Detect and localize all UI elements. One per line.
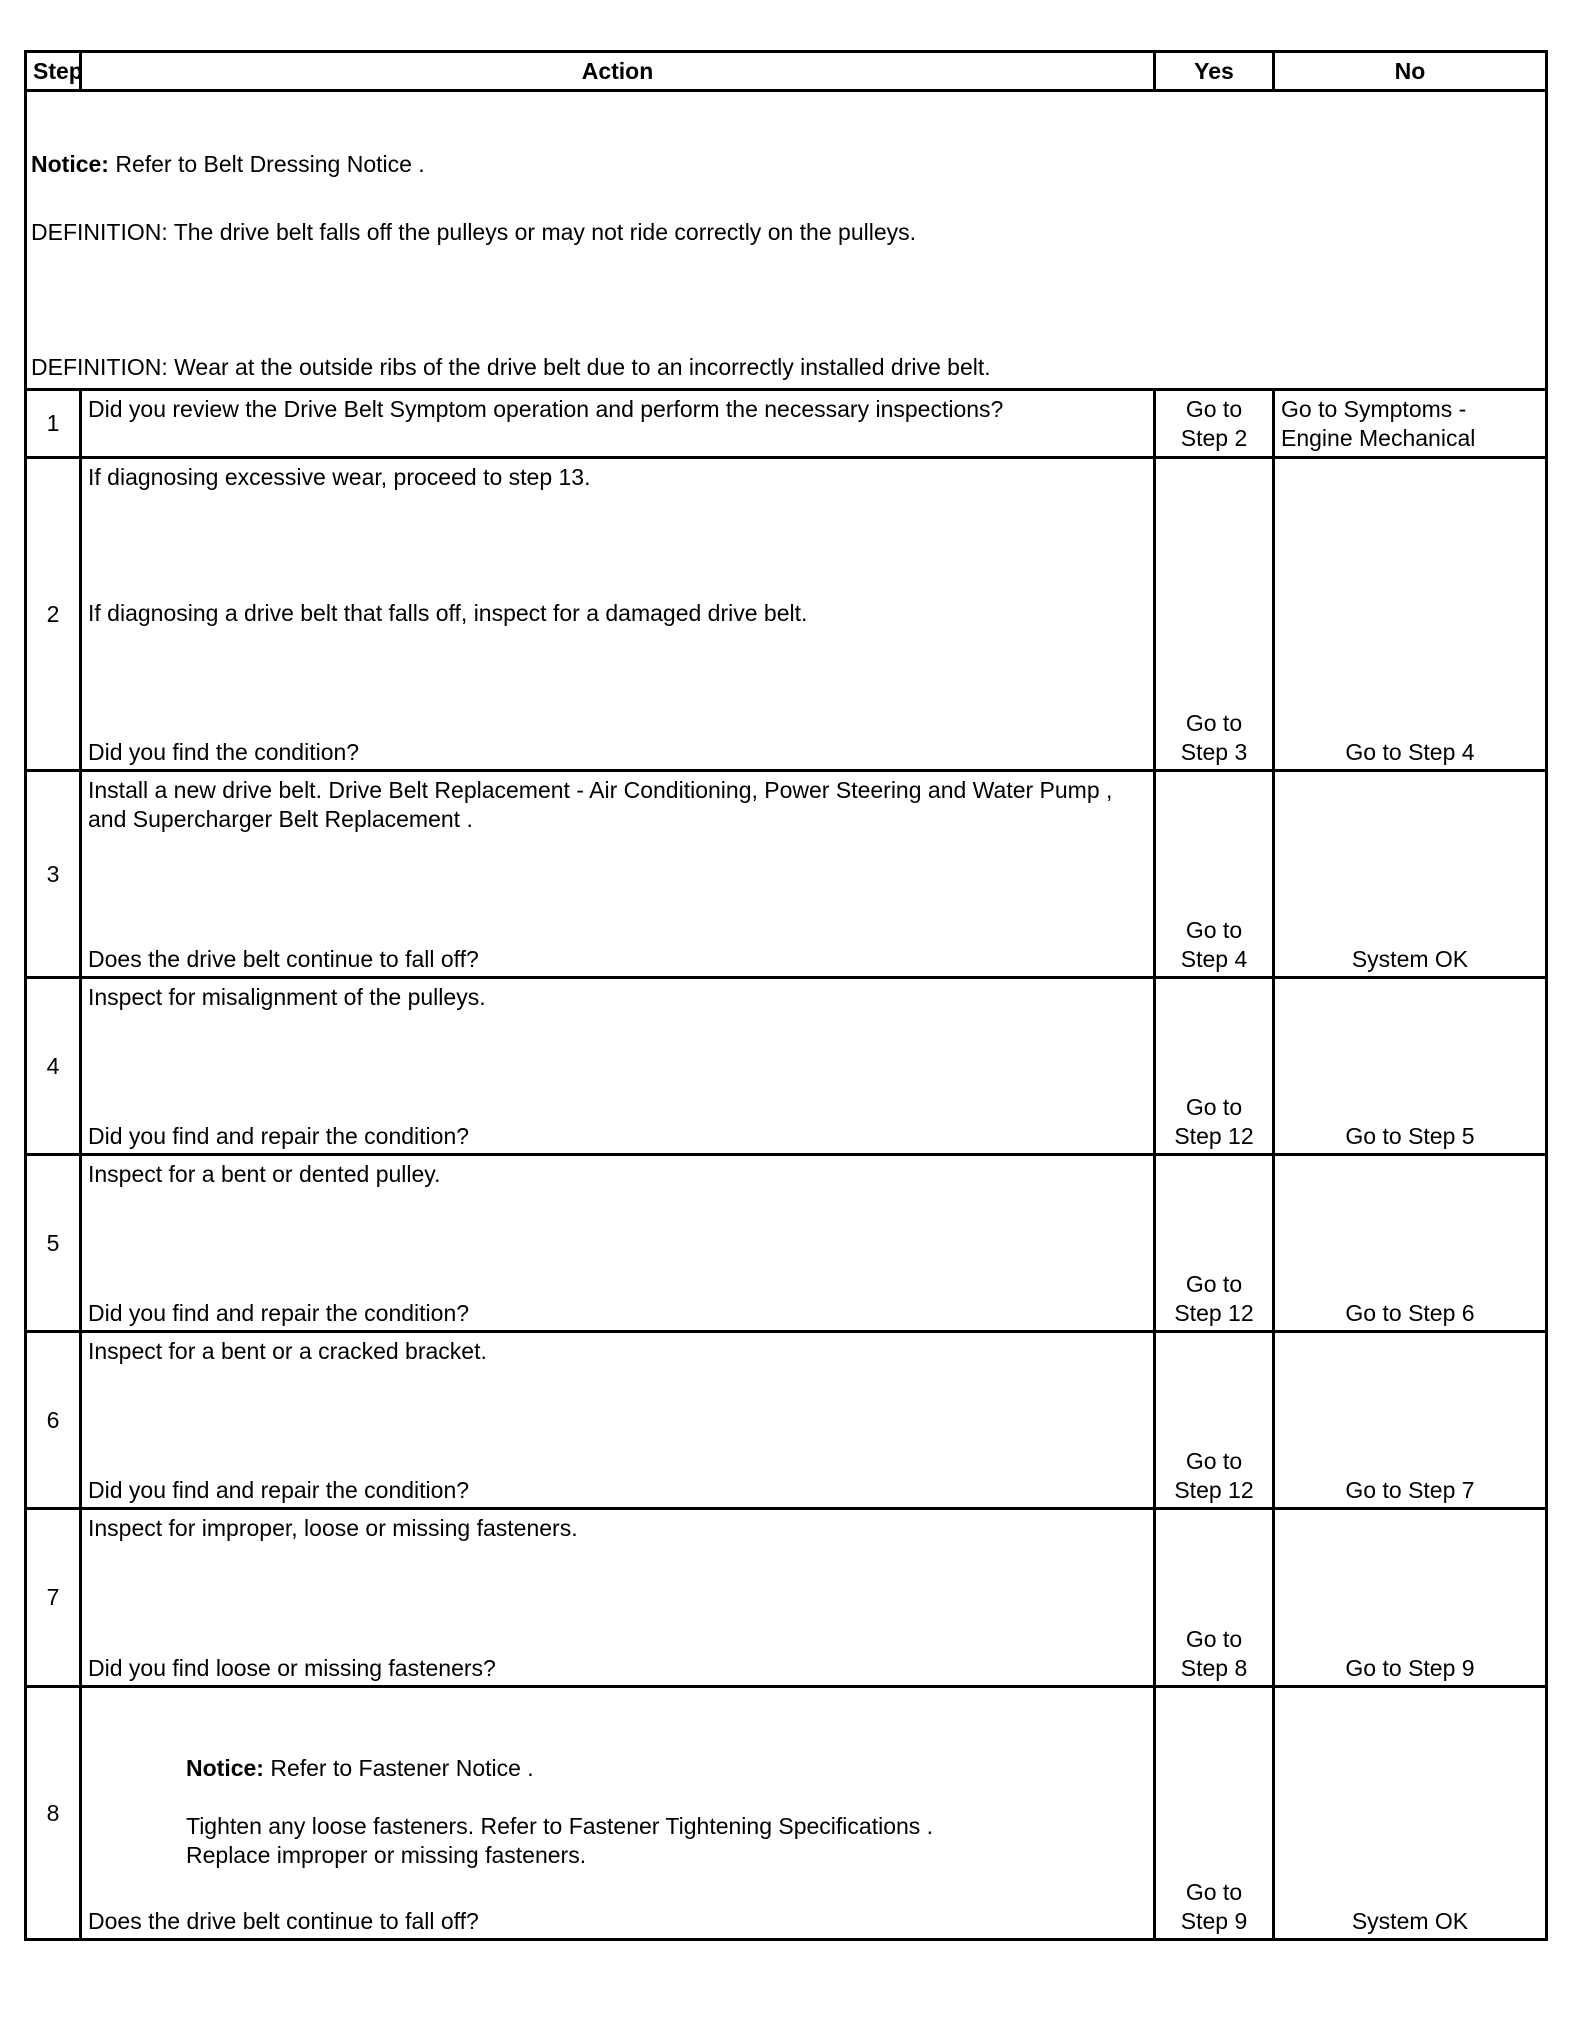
action-text-mid: Tighten any loose fasteners. Refer to Fastener Tightening Specifications . [186,1813,934,1839]
yes-text-1: Go to [1185,1626,1243,1652]
no-cell [1274,390,1547,458]
intro-notice-text: Refer to Belt Dressing Notice . [115,151,425,177]
yes-text-1: Go to [1185,1271,1243,1297]
action-cell [81,1509,1155,1687]
intro-cell [26,91,1547,390]
step-number: 7 [26,1509,81,1687]
action-question: Does the drive belt continue to fall off? [88,1908,479,1934]
yes-text-1: Go to [1185,917,1243,943]
intro-definition-1: DEFINITION: The drive belt falls off the pulleys or may not ride correctly on the pulleys. [31,219,917,245]
header-yes: Yes [1155,52,1274,91]
action-question: Did you find and repair the condition? [88,1477,470,1503]
action-question: Did you find loose or missing fasteners? [88,1655,496,1681]
step-number: 1 [26,390,81,458]
table-row [26,1155,1547,1332]
no-cell [1274,1155,1547,1332]
table-row [26,458,1547,771]
yes-text-1: Go to [1185,710,1243,736]
yes-text-2: Step 8 [1180,1655,1248,1681]
yes-cell [1155,771,1274,978]
action-cell [81,978,1155,1155]
action-cell [81,1155,1155,1332]
action-notice [186,1754,1153,1783]
table-row [26,1687,1547,1940]
step-number: 4 [26,978,81,1155]
table-row [26,978,1547,1155]
intro-notice [31,150,425,179]
header-no: No [1274,52,1547,91]
no-text-1: Go to Symptoms - [1281,396,1467,422]
header-step: Step [26,52,81,91]
no-text: Go to Step 5 [1345,1123,1475,1149]
action-text-mid-2: Replace improper or missing fasteners. [186,1842,587,1868]
header-action: Action [81,52,1155,91]
no-text: Go to Step 9 [1345,1655,1475,1681]
table-row [26,390,1547,458]
action-text: Inspect for improper, loose or missing fasteners. [88,1515,578,1541]
action-text: Inspect for a bent or a cracked bracket. [88,1338,487,1364]
action-text: Did you review the Drive Belt Symptom operation and perform the necessary inspections? [88,396,1004,422]
action-text-mid: If diagnosing a drive belt that falls off, inspect for a damaged drive belt. [88,600,808,626]
action-notice-text: Refer to Fastener Notice . [270,1755,534,1781]
step-number: 6 [26,1332,81,1509]
yes-cell [1155,458,1274,771]
yes-cell [1155,1332,1274,1509]
step-number: 5 [26,1155,81,1332]
yes-cell [1155,1687,1274,1940]
header-row [26,52,1547,91]
yes-text-2: Step 12 [1174,1300,1254,1326]
no-cell [1274,1509,1547,1687]
step-number: 2 [26,458,81,771]
table-row [26,771,1547,978]
intro-notice-label: Notice: [31,151,109,177]
action-question: Does the drive belt continue to fall off? [88,946,479,972]
action-question: Did you find and repair the condition? [88,1300,470,1326]
action-text: Install a new drive belt. Drive Belt Replacement - Air Conditioning, Power Steering and Water Pump , and Supercharger Belt Replacement . [88,777,1113,832]
yes-cell [1155,1155,1274,1332]
action-cell [81,1687,1155,1940]
yes-text-1: Go to [1185,1448,1243,1474]
step-number: 8 [26,1687,81,1940]
no-cell [1274,458,1547,771]
action-question: Did you find and repair the condition? [88,1123,470,1149]
step-number: 3 [26,771,81,978]
yes-cell [1155,1509,1274,1687]
action-question: Did you find the condition? [88,739,360,765]
action-text: Inspect for misalignment of the pulleys. [88,984,486,1010]
yes-text-2: Step 2 [1180,425,1248,451]
table-row [26,1332,1547,1509]
intro-row [26,91,1547,390]
yes-text-1: Go to [1185,1094,1243,1120]
yes-text-1: Go to [1185,1879,1243,1905]
action-cell [81,771,1155,978]
no-cell [1274,1687,1547,1940]
diagnostic-table [24,50,1548,1941]
no-cell [1274,1332,1547,1509]
no-cell [1274,771,1547,978]
action-cell [81,458,1155,771]
yes-text-2: Step 4 [1180,946,1248,972]
yes-cell [1155,390,1274,458]
yes-text-2: Step 9 [1180,1908,1248,1934]
yes-cell [1155,978,1274,1155]
no-text: System OK [1351,1908,1469,1934]
no-text: Go to Step 4 [1345,739,1475,765]
action-text: If diagnosing excessive wear, proceed to step 13. [88,464,591,490]
action-cell [81,1332,1155,1509]
action-notice-label: Notice: [186,1755,264,1781]
yes-text-2: Step 12 [1174,1477,1254,1503]
intro-definition-2: DEFINITION: Wear at the outside ribs of the drive belt due to an incorrectly installed drive belt. [31,354,991,380]
no-text-2: Engine Mechanical [1281,425,1476,451]
action-cell [81,390,1155,458]
action-text: Inspect for a bent or dented pulley. [88,1161,441,1187]
no-text: System OK [1351,946,1469,972]
no-text: Go to Step 7 [1345,1477,1475,1503]
yes-text-1: Go to [1185,396,1243,422]
no-cell [1274,978,1547,1155]
yes-text-2: Step 12 [1174,1123,1254,1149]
yes-text-2: Step 3 [1180,739,1248,765]
table-row [26,1509,1547,1687]
no-text: Go to Step 6 [1345,1300,1475,1326]
